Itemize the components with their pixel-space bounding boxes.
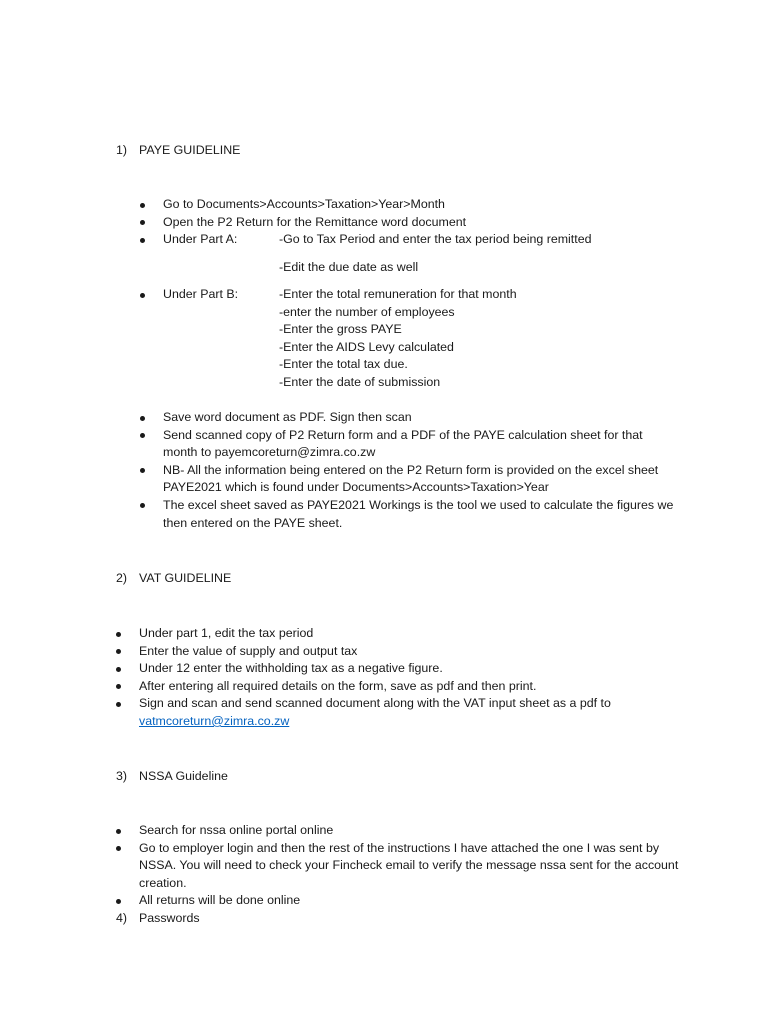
part-b-label: Under Part B: [163,287,239,301]
list-item: Go to employer login and then the rest of the instructions I have attached the one I was sent by NSSA. You will need to check your Fincheck email to verify the message nssa sent for the account creation. [139,840,679,893]
bullet-icon [140,416,145,421]
part-b-line-6: -Enter the date of submission [279,375,441,389]
vat-title: VAT GUIDELINE [139,571,232,585]
list-item: Under part 1, edit the tax period [139,625,679,643]
bullet-icon [140,433,145,438]
part-b-line-3: -Enter the gross PAYE [279,322,402,337]
bullet-icon [116,899,121,904]
passwords-number: 4) [116,911,128,925]
list-item: NB- All the information being entered on the P2 Return form is provided on the excel sheet PAYE2021 which is found under Documents>Accounts>Taxation>Year [163,462,678,497]
vat-steps-list [139,625,679,731]
bullet-icon [140,468,145,473]
list-item: Go to Documents>Accounts>Taxation>Year>Month [163,196,678,214]
nssa-title: NSSA Guideline [139,769,228,783]
paye-title: PAYE GUIDELINE [139,143,241,157]
bullet-icon [116,846,121,851]
part-b-line-1: -Enter the total remuneration for that month [279,287,517,301]
part-b-line-4: -Enter the AIDS Levy calculated [279,339,454,354]
list-item: Enter the value of supply and output tax [139,643,679,661]
bullet-icon [116,632,121,637]
part-a-label: Under Part A: [163,232,238,247]
bullet-icon [140,220,145,225]
nssa-number: 3) [116,769,128,783]
nssa-steps-list [139,822,679,910]
part-b-line-5: -Enter the total tax due. [279,357,408,372]
list-item: Search for nssa online portal online [139,822,679,840]
passwords-heading [116,911,200,925]
part-a-line-1: -Go to Tax Period and enter the tax period being remitted [279,232,592,246]
bullet-icon [140,503,145,508]
vat-number: 2) [116,571,128,585]
bullet-icon [140,203,145,208]
bullet-icon [116,667,121,672]
list-item: After entering all required details on the form, save as pdf and then print. [139,678,679,696]
nssa-heading [116,769,228,783]
list-item: Under 12 enter the withholding tax as a negative figure. [139,660,679,678]
paye-number: 1) [116,143,128,157]
bullet-icon [140,293,145,298]
bullet-icon [116,829,121,834]
bullet-icon [116,702,121,707]
part-a-line-2: -Edit the due date as well [279,260,419,274]
list-item: All returns will be done online [139,892,679,910]
passwords-title: Passwords [139,911,200,925]
list-item: The excel sheet saved as PAYE2021 Workings is the tool we used to calculate the figures we then entered on the PAYE sheet. [163,497,678,532]
vat-email-link[interactable]: vatmcoreturn@zimra.co.zw [139,713,290,728]
vat-heading [116,571,231,585]
paye-heading [116,143,240,157]
part-b-line-2: -enter the number of employees [279,304,455,319]
bullet-icon [116,649,121,654]
list-item: Send scanned copy of P2 Return form and a PDF of the PAYE calculation sheet for that month to payemcoreturn@zimra.co.zw [163,427,678,462]
bullet-icon [140,238,145,243]
list-item: Open the P2 Return for the Remittance word document [163,214,678,232]
paye-final-steps-list [163,409,678,532]
bullet-icon [116,684,121,689]
list-item: Sign and scan and send scanned document along with the VAT input sheet as a pdf to vatmcoreturn@zimra.co.zw [139,695,679,730]
list-item: Save word document as PDF. Sign then scan [163,409,678,427]
